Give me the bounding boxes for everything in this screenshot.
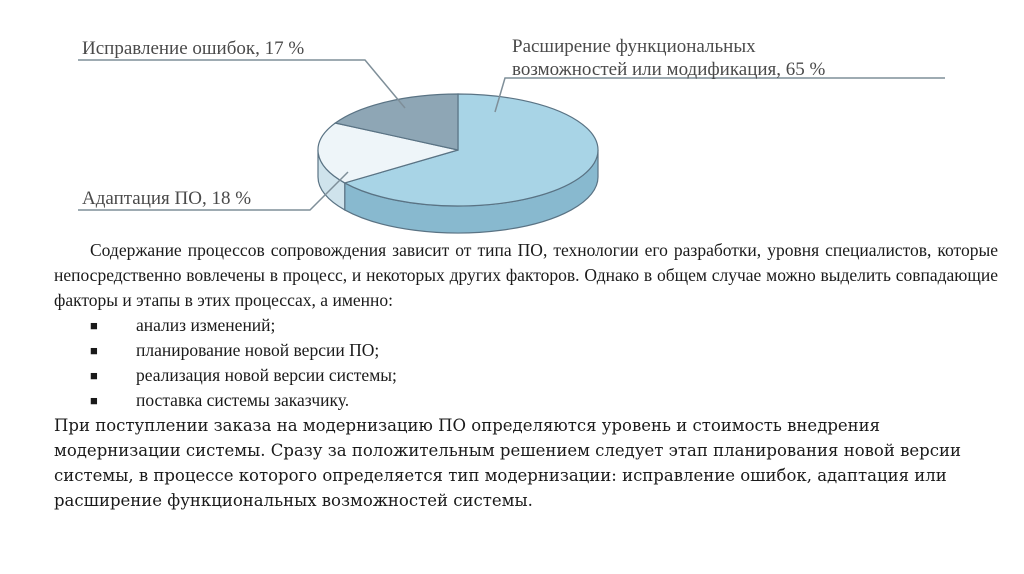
bullet-icon: ■ xyxy=(90,393,98,408)
paragraph-modernization: При поступлении заказа на модернизацию ПО определяются уровень и стоимость внедрения модернизации системы. Сразу за положительным решением следует этап планирования новой версии системы, в процессе которого определяется тип модернизации: исправление ошибок, адаптация или расширение функциональных возможностей системы. xyxy=(54,416,961,510)
list-item xyxy=(54,388,998,413)
list-item-text: планирование новой версии ПО; xyxy=(136,340,380,360)
label-expansion xyxy=(512,36,826,80)
list-item xyxy=(54,363,998,388)
bullet-icon: ■ xyxy=(90,318,98,333)
label-expansion-line2: возможностей или модификация, 65 % xyxy=(512,59,826,80)
list-item-text: анализ изменений; xyxy=(136,315,276,335)
body-text xyxy=(54,238,998,513)
leader-line-expansion xyxy=(495,78,945,112)
label-errors: Исправление ошибок, 17 % xyxy=(82,38,305,59)
list-item-text: поставка системы заказчику. xyxy=(136,390,350,410)
stage-list xyxy=(54,313,998,413)
pie-chart xyxy=(0,0,1024,235)
bullet-icon: ■ xyxy=(90,368,98,383)
label-expansion-line1: Расширение функциональных xyxy=(512,36,756,57)
leader-line-errors xyxy=(78,60,405,108)
bullet-icon: ■ xyxy=(90,343,98,358)
list-item-text: реализация новой версии системы; xyxy=(136,365,397,385)
list-item xyxy=(54,313,998,338)
list-item xyxy=(54,338,998,363)
pie-top-slices xyxy=(318,94,598,206)
label-adaptation: Адаптация ПО, 18 % xyxy=(82,188,252,209)
paragraph-intro: Содержание процессов сопровождения зависит от типа ПО, технологии его разработки, уровня специалистов, которые непосредственно вовлечены в процесс, и некоторых других факторов. Однако в общем случае можно выделить совпадающие факторы и этапы в этих процессах, а именно: xyxy=(54,240,998,310)
